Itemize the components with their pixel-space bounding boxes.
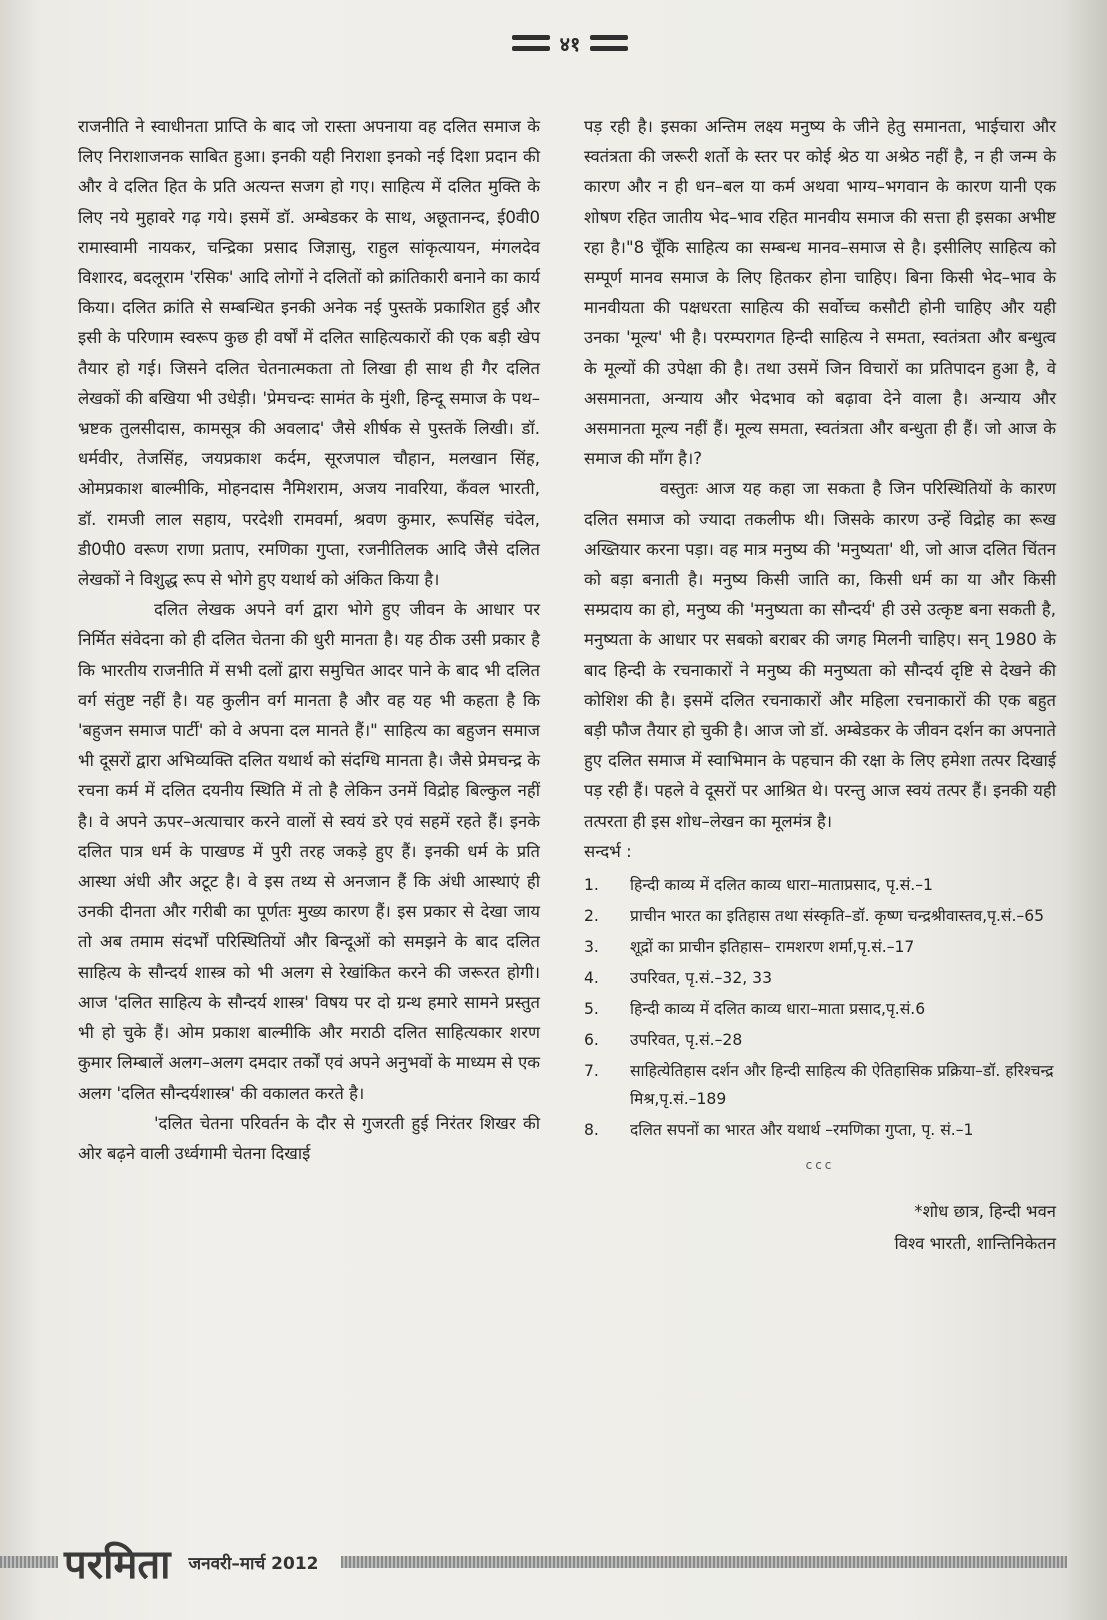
magazine-logo: परमिता	[64, 1540, 171, 1588]
paragraph: दलित लेखक अपने वर्ग द्वारा भोगे हुए जीवन के आधार पर निर्मित संवेदना को ही दलित चेतना की धुरी मानता है। यह ठीक उसी प्रकार है कि भारतीय राजनीति में सभी दलों द्वारा समुचित आदर पाने के बाद भी दलित वर्ग संतुष्ट नहीं है। यह कुलीन वर्ग मानता है और वह यह भी कहता है कि 'बहुजन समाज पार्टी' को वे अपना दल मानते हैं।" साहित्य का बहुजन समाज भी दूसरों द्वारा अभिव्यक्ति दलित यथार्थ को संदग्धि मानता है। जैसे प्रेमचन्द्र के रचना कर्म में दलित दयनीय स्थिति में तो है लेकिन उनमें विद्रोह बिल्कुल नहीं है। वे अपने ऊपर–अत्याचार करने वालों से स्वयं डरे एवं सहमें रहते हैं। इनके दलित पात्र धर्म के पाखण्ड में पुरी तरह जकड़े हुए हैं। इनकी धर्म के प्रति आस्था अंधी और अटूट है। वे इस तथ्य से अनजान हैं कि अंधी आस्थाएं ही उनकी दीनता और गरीबी का पूर्णतः मुख्य कारण हैं। इस प्रकार से देखा जाय तो अब तमाम संदर्भों परिस्थितियों और बिन्दूओं को समझने के बाद दलित साहित्य के सौन्दर्य शास्त्र को भी अलग से रेखांकित करने की जरूरत होगी। आज 'दलित साहित्य के सौन्दर्य शास्त्र' विषय पर दो ग्रन्थ हमारे सामने प्रस्तुत भी हो चुके हैं। ओम प्रकाश बाल्मीकि और मराठी दलित साहित्यकार शरण कुमार लिम्बालें अलग–अलग दमदार तर्कों एवं अपने अनुभवों के माध्यम से एक अलग 'दलित सौन्दर्यशास्त्र' की वकालत करते है।	[78, 600, 540, 1103]
reference-item: 2. प्राचीन भारत का इतिहास तथा संस्कृति–डॉ. कृष्ण चन्द्रश्रीवास्तव,पृ.सं.–65	[584, 907, 1045, 926]
footer-rule-right	[341, 1556, 1068, 1568]
author-line-1: *शोध छात्र, हिन्दी भवन	[914, 1202, 1056, 1222]
left-ornament	[512, 35, 550, 51]
paragraph: पड़ रही है। इसका अन्तिम लक्ष्य मनुष्य के जीने हेतु समानता, भाईचारा और स्वतंत्रता की जरूरी शर्तो के स्तर पर कोई श्रेठ या अश्रेठ नहीं है, न ही जन्म के कारण और न ही धन–बल या कर्म अथवा भाग्य–भगवान के कारण यानी एक शोषण रहित जातीय भेद–भाव रहित मानवीय समाज की सत्ता ही इसका अभीष्ट रहा है।"8 चूँकि साहित्य का सम्बन्ध मानव–समाज से है। इसीलिए साहित्य को सम्पूर्ण मानव समाज के लिए हितकर होना चाहिए। बिना किसी भेद–भाव के मानवीयता की पक्षधरता साहित्य की सर्वोच्च कसौटी होनी चाहिए और यही उनका 'मूल्य' भी है। परम्परागत हिन्दी साहित्य ने समता, स्वतंत्रता और बन्धुत्व के मूल्यों की उपेक्षा की है। तथा उसमें जिन विचारों का प्रतिपादन हुआ है, वे असमानता, अन्याय और भेदभाव को बढ़ावा देने वाला है। अन्याय और असमानता मूल्य नहीं हैं। मूल्य समता, स्वतंत्रता और बन्धुता ही हैं। जो आज के समाज की माँग है।?	[584, 117, 1056, 469]
reference-item: 5. हिन्दी काव्य में दलित काव्य धारा–माता प्रसाद,पृ.सं.6	[584, 1000, 926, 1019]
reference-item: 6. उपरिवत, पृ.सं.–28	[584, 1031, 743, 1050]
paragraph: 'दलित चेतना परिवर्तन के दौर से गुजरती हुई निरंतर शिखर की ओर बढ़ने वाली उर्ध्वगामी चेतना दिखाई	[78, 1113, 540, 1163]
author-affiliation	[584, 1196, 1056, 1260]
right-column	[584, 112, 1056, 1260]
references-list	[584, 871, 1056, 1144]
reference-item: 1. हिन्दी काव्य में दलित काव्य धारा–माताप्रसाद, पृ.सं.–1	[584, 876, 933, 895]
reference-item: 7. साहित्येतिहास दर्शन और हिन्दी साहित्य की ऐतिहासिक प्रक्रिया–डॉ. हरिश्चन्द्र मिश्र,पृ.सं.–189	[584, 1062, 1054, 1109]
reference-item: 4. उपरिवत, पृ.सं.–32, 33	[584, 969, 772, 988]
section-separator: ccc	[805, 1158, 835, 1173]
author-line-2: विश्व भारती, शान्तिनिकेतन	[894, 1234, 1056, 1254]
page-number-header	[490, 18, 650, 68]
page-footer	[0, 1532, 1107, 1592]
reference-item: 8. दलित सपनों का भारत और यथार्थ –रमणिका गुप्ता, पृ. सं.–1	[584, 1121, 974, 1140]
page-number: ४१	[559, 31, 581, 56]
paragraph: राजनीति ने स्वाधीनता प्राप्ति के बाद जो रास्ता अपनाया वह दलित समाज के लिए निराशाजनक साबित हुआ। इनकी यही निराशा इनको नई दिशा प्रदान की और वे दलित हित के प्रति अत्यन्त सजग हो गए। साहित्य में दलित मुक्ति के लिए नये मुहावरे गढ़ गये। इसमें डॉ. अम्बेडकर के साथ, अछूतानन्द, ई0वी0 रामास्वामी नायकर, चन्द्रिका प्रसाद जिज्ञासु, राहुल सांकृत्यायन, मंगलदेव विशारद, बदलूराम 'रसिक' आदि लोगों ने दलितों को क्रांतिकारी बनाने का कार्य किया। दलित क्रांति से सम्बन्धित इनकी अनेक नई पुस्तकें प्रकाशित हुई और इसी के परिणाम स्वरूप कुछ ही वर्षों में दलित साहित्यकारों की एक बड़ी खेप तैयार हो गई। जिसने दलित चेतनात्मकता तो लिखा ही साथ ही गैर दलित लेखकों की बखिया भी उधेड़ी। 'प्रेमचन्दः सामंत के मुंशी, हिन्दू समाज के पथ–भ्रष्टक तुलसीदास, कामसूत्र की अवलाद' जैसे शीर्षक से पुस्तकें लिखी। डॉ. धर्मवीर, तेजसिंह, जयप्रकाश कर्दम, सूरजपाल चौहान, मलखान सिंह, ओमप्रकाश बाल्मीकि, मोहनदास नैमिशराम, अजय नावरिया, कँवल भारती, डॉ. रामजी लाल सहाय, परदेशी रामवर्मा, श्रवण कुमार, रूपसिंह चंदेल, डी0पी0 वरूण राणा प्रताप, रमणिका गुप्ता, रजनीतिलक आदि जैसे दलित लेखकों ने विशुद्ध रूप से भोगे हुए यथार्थ को अंकित किया है।	[78, 117, 540, 590]
footer-rule-left	[0, 1556, 58, 1568]
paragraph: वस्तुतः आज यह कहा जा सकता है जिन परिस्थितियों के कारण दलित समाज को ज्यादा तकलीफ थी। जिसके कारण उन्हें विद्रोह का रूख अख्तियार करना पड़ा। वह मात्र मनुष्य की 'मनुष्यता' थी, जो आज दलित चिंतन को बड़ा बनाती है। मनुष्य किसी जाति का, किसी धर्म का या और किसी सम्प्रदाय का हो, मनुष्य की 'मनुष्यता का सौन्दर्य' ही उसे उत्कृष्ट बना सकती है, मनुष्यता के आधार पर सबको बराबर की जगह मिलनी चाहिए। सन् 1980 के बाद हिन्दी के रचनाकारों ने मनुष्य की मनुष्यता को सौन्दर्य दृष्टि से देखने की कोशिश की है। इसमें दलित रचनाकारों और महिला रचनाकारों की एक बहुत बड़ी फौज तैयार हो चुकी है। आज जो डॉ. अम्बेडकर के जीवन दर्शन का अपनाते हुए दलित समाज में स्वाभिमान के पहचान की रक्षा के लिए हमेशा तत्पर दिखाई पड़ रही हैं। पहले वे दूसरों पर आश्रित थे। परन्तु आज स्वयं तत्पर हैं। इनकी यही तत्परता ही इस शोध–लेखन का मूलमंत्र है।	[584, 479, 1056, 831]
reference-item: 3. शूद्रों का प्राचीन इतिहास– रामशरण शर्मा,पृ.सं.–17	[584, 938, 915, 957]
references-title: सन्दर्भ :	[584, 841, 632, 861]
issue-date: जनवरी–मार्च 2012	[188, 1553, 319, 1574]
right-ornament	[590, 35, 628, 51]
left-column	[78, 112, 540, 1169]
